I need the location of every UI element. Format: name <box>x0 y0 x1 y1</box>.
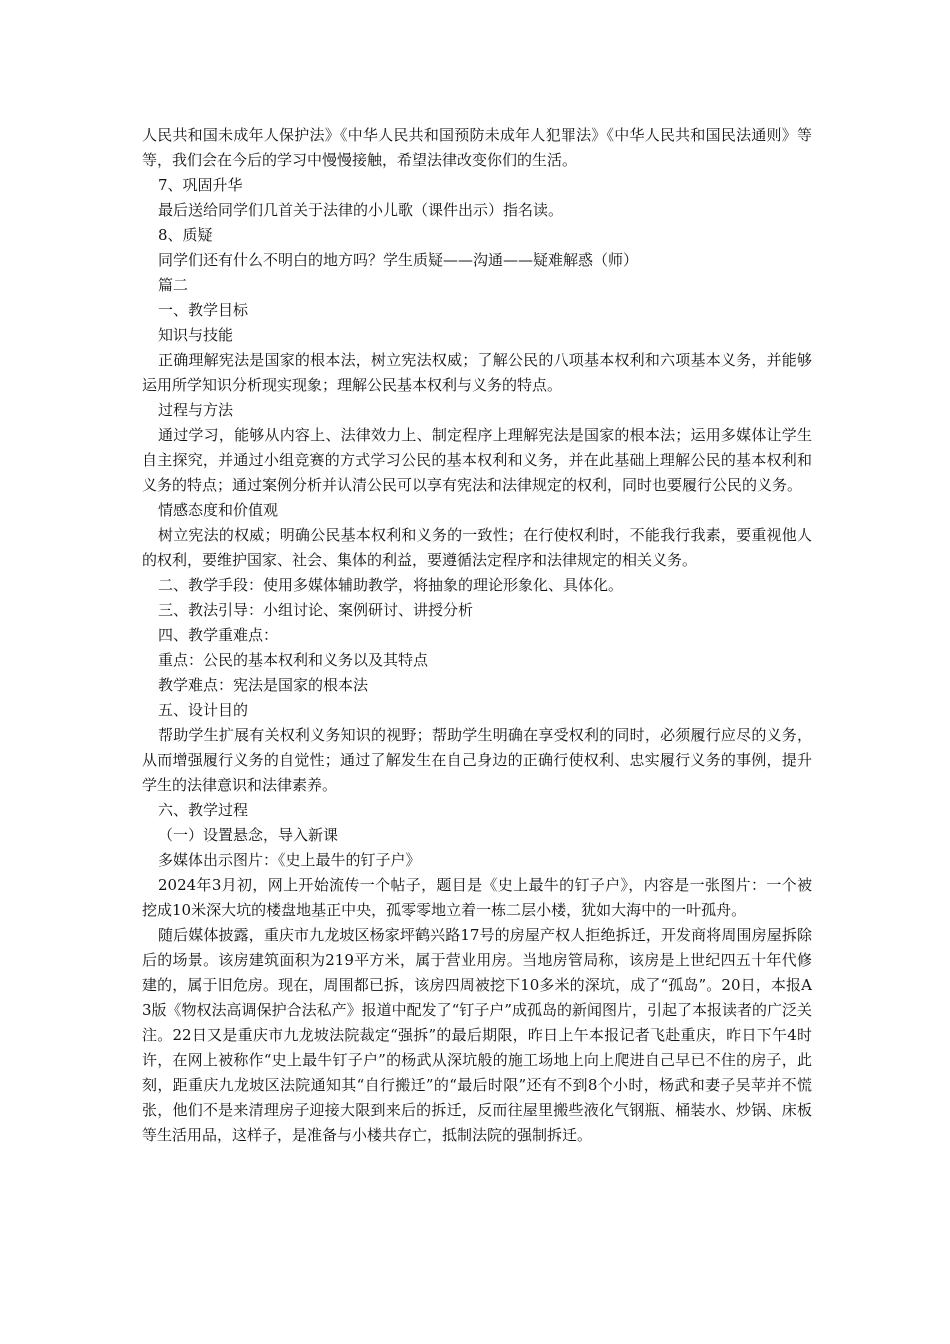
paragraph-children-songs: 最后送给同学们几首关于法律的小儿歌（课件出示）指名读。 <box>158 201 564 219</box>
paragraph-law-list: 人民共和国未成年人保护法》《中华人民共和国预防未成年人犯罪法》《中华人民共和国民法通则》等等，我们会在今后的学习中慢慢接触，希望法律改变你们的生活。 <box>142 126 812 169</box>
heading-knowledge-skills: 知识与技能 <box>158 326 234 344</box>
heading-part-two: 篇二 <box>158 276 189 294</box>
heading-teaching-guide: 三、教法引导：小组讨论、案例研讨、讲授分析 <box>158 601 474 619</box>
heading-teaching-means: 二、教学手段：使用多媒体辅助教学，将抽象的理论形象化、具体化。 <box>158 576 624 594</box>
paragraph-key-point: 重点：公民的基本权利和义务以及其特点 <box>158 651 429 669</box>
heading-teaching-process: 六、教学过程 <box>158 801 249 819</box>
heading-suspense-intro: （一）设置悬念，导入新课 <box>158 826 339 844</box>
heading-consolidate: 7、巩固升华 <box>158 176 243 194</box>
heading-questions: 8、质疑 <box>158 226 213 244</box>
paragraph-design-purpose: 帮助学生扩展有关权利义务知识的视野；帮助学生明确在享受权利的同时，必须履行应尽的义务，从而增强履行义务的自觉性；通过了解发生在自己身边的正确行使权利、忠实履行义务的事例，提升学生的法律意识和法律素养。 <box>142 726 812 794</box>
paragraph-story-detail: 随后媒体披露，重庆市九龙坡区杨家坪鹤兴路17号的房屋产权人拒绝拆迁，开发商将周围房屋拆除后的场景。该房建筑面积为219平方米，属于营业用房。当地房管局称，该房是上世纪四五十年代修建的，属于旧危房。现在，周围都已拆，该房四周被挖下10多米的深坑，成了“孤岛”。20日，本报A3版《物权法高调保护合法私产》报道中配发了“钉子户”成孤岛的新闻图片，引起了本报读者的广泛关注。22日又是重庆市九龙坡法院裁定“强拆”的最后期限，昨日上午本报记者飞赴重庆，昨日下午4时许，在网上被称作“史上最牛钉子户”的杨武从深坑般的施工场地上向上爬进自己早已不住的房子，此刻，距重庆九龙坡区法院通知其“自行搬迁”的“最后时限”还有不到8个小时，杨武和妻子吴苹并不慌张，他们不是来清理房子迎接大限到来后的拆迁，反而往屋里搬些液化气钢瓶、桶装水、炒锅、床板等生活用品，这样子，是准备与小楼共存亡，抵制法院的强制拆迁。 <box>142 926 812 1144</box>
heading-values: 情感态度和价值观 <box>158 501 279 519</box>
paragraph-story-intro: 2024年3月初，网上开始流传一个帖子，题目是《史上最牛的钉子户》，内容是一张图片：一个被挖成10米深大坑的楼盘地基正中央，孤零零地立着一栋二层小楼，犹如大海中的一叶孤舟。 <box>142 876 812 919</box>
paragraph-values: 树立宪法的权威；明确公民基本权利和义务的一致性；在行使权利时，不能我行我素，要重视他人的权利，要维护国家、社会、集体的利益，要遵循法定程序和法律规定的相关义务。 <box>142 526 812 569</box>
paragraph-questions: 同学们还有什么不明白的地方吗？学生质疑——沟通——疑难解惑（师） <box>158 251 639 269</box>
heading-design-purpose: 五、设计目的 <box>158 701 249 719</box>
document-body <box>142 123 812 1148</box>
paragraph-knowledge-skills: 正确理解宪法是国家的根本法，树立宪法权威；了解公民的八项基本权利和六项基本义务，并能够运用所学知识分析现实现象；理解公民基本权利与义务的特点。 <box>142 351 812 394</box>
heading-teaching-goals: 一、教学目标 <box>158 301 249 319</box>
paragraph-multimedia-image: 多媒体出示图片：《史上最牛的钉子户》 <box>158 851 421 869</box>
paragraph-process-method: 通过学习，能够从内容上、法律效力上、制定程序上理解宪法是国家的根本法；运用多媒体让学生自主探究，并通过小组竞赛的方式学习公民的基本权利和义务，并在此基础上理解公民的基本权利和义务的特点；通过案例分析并认清公民可以享有宪法和法律规定的权利，同时也要履行公民的义务。 <box>142 426 812 494</box>
paragraph-difficult-point: 教学难点：宪法是国家的根本法 <box>158 676 369 694</box>
heading-key-points: 四、教学重难点： <box>158 626 279 644</box>
heading-process-method: 过程与方法 <box>158 401 234 419</box>
